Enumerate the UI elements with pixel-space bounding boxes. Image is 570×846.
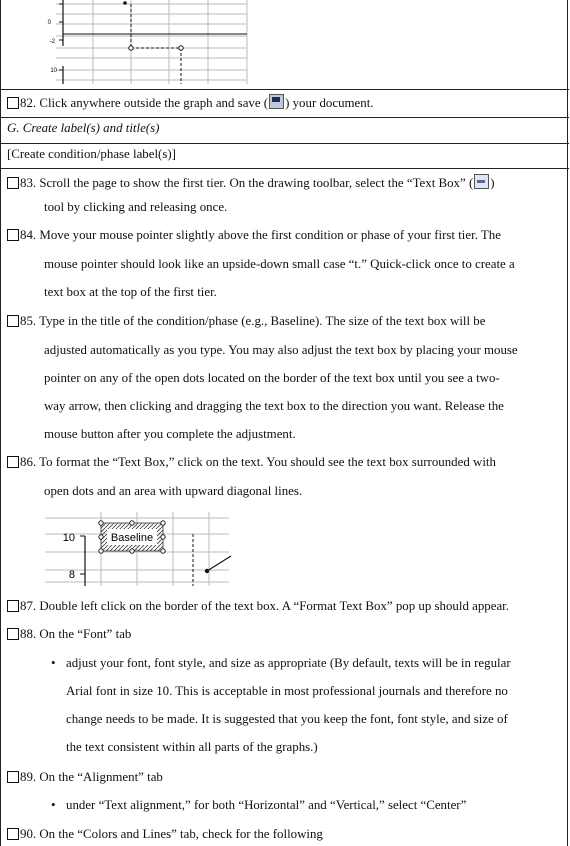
step-88-bullet-2: Arial font in size 10. This is acceptable in most professional journals and therefore no (66, 684, 508, 698)
tick-label-0: 0 (47, 20, 51, 26)
step-88-bullet-1: adjust your font, font style, and size as appropriate (By default, texts will be in regular (66, 656, 511, 670)
step-83-line-2: tool by clicking and releasing once. (44, 200, 228, 214)
step-89-bullet-1: under “Text alignment,” for both “Horizontal” and “Vertical,” select “Center” (66, 798, 467, 812)
checkbox-82[interactable] (7, 97, 19, 109)
checkbox-85[interactable] (7, 315, 19, 327)
step-89: 89. On the “Alignment” tab (7, 770, 163, 785)
tick-label-neg2: -2 (49, 39, 55, 45)
text-box-selected[interactable] (99, 521, 165, 553)
subheading-create-condition: [Create condition/phase label(s)] (7, 147, 176, 161)
bullet-dot-icon: • (51, 655, 56, 670)
step-85-line-5: mouse button after you complete the adjustment. (44, 427, 296, 441)
checkbox-84[interactable] (7, 229, 19, 241)
step-84-line-2: mouse pointer should look like an upside-down small case “t.” Quick-click once to create a (44, 257, 515, 271)
step-88-bullet-3: change needs to be made. It is suggested that you keep the font, font style, and size of (66, 712, 508, 726)
bullet-dot-icon: • (51, 797, 56, 812)
text-box-label: Baseline (110, 532, 154, 544)
checkbox-89[interactable] (7, 771, 19, 783)
step-88: 88. On the “Font” tab (7, 627, 131, 642)
step-90: 90. On the “Colors and Lines” tab, check for the following (7, 827, 323, 842)
step-85: 85. Type in the title of the condition/phase (e.g., Baseline). The size of the text box will be (7, 314, 485, 329)
step-85-line-4: way arrow, then clicking and dragging the text box to the direction you want. Release the (44, 399, 504, 413)
step-88-bullet-4: the text consistent within all parts of the graphs.) (66, 740, 318, 754)
text-box-icon (474, 174, 489, 189)
textbox-example-figure (45, 512, 235, 588)
checkbox-86[interactable] (7, 456, 19, 468)
checkbox-88[interactable] (7, 628, 19, 640)
step-85-line-3: pointer on any of the open dots located on the border of the text box until you see a two- (44, 371, 500, 385)
graph-fragment-top (1, 0, 569, 90)
checkbox-83[interactable] (7, 177, 19, 189)
step-85-line-2: adjusted automatically as you type. You may also adjust the text box by placing your mouse (44, 343, 518, 357)
step-86: 86. To format the “Text Box,” click on the text. You should see the text box surrounded with (7, 455, 496, 470)
figure-tick-10: 10 (62, 532, 75, 544)
step-87: 87. Double left click on the border of the text box. A “Format Text Box” pop up should appear. (7, 599, 509, 614)
step-82: 82. Click anywhere outside the graph and save ( ) your document. (7, 94, 374, 111)
checkbox-87[interactable] (7, 600, 19, 612)
tick-label-10: 10 (50, 68, 57, 74)
step-86-line-2: open dots and an area with upward diagonal lines. (44, 484, 303, 498)
section-g-title: G. Create label(s) and title(s) (7, 121, 160, 135)
figure-tick-8: 8 (68, 569, 75, 581)
checkbox-90[interactable] (7, 828, 19, 840)
save-disk-icon (269, 94, 284, 109)
step-83: 83. Scroll the page to show the first tier. On the drawing toolbar, select the “Text Box” ( ) (7, 174, 495, 191)
step-84: 84. Move your mouse pointer slightly above the first condition or phase of your first tier. The (7, 228, 501, 243)
step-84-line-3: text box at the top of the first tier. (44, 285, 217, 299)
